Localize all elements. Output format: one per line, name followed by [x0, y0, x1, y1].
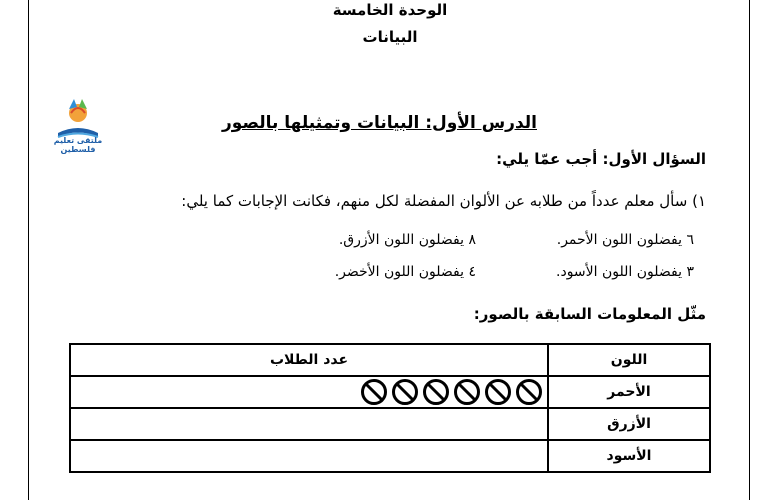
page-border-right: [749, 0, 750, 500]
circle-slash-icon: [391, 378, 419, 406]
unit-title: الوحدة الخامسة: [332, 1, 448, 19]
table-row: [70, 376, 710, 408]
circle-slash-icon: [515, 378, 543, 406]
row-color-label: الأحمر: [548, 376, 710, 408]
instruction-text: مثّل المعلومات السابقة بالصور:: [473, 305, 706, 323]
response-blue: ٨ يفضلون اللون الأزرق.: [338, 232, 476, 248]
page-border-left: [28, 0, 29, 500]
row-color-label: الأزرق: [548, 408, 710, 440]
row-pictures[interactable]: [70, 376, 548, 408]
table-row: [70, 408, 710, 440]
circle-slash-icon: [453, 378, 481, 406]
row-pictures[interactable]: [70, 408, 548, 440]
circle-slash-icon: [484, 378, 512, 406]
circle-slash-icon: [422, 378, 450, 406]
pictograph-table: [69, 343, 711, 473]
row-pictures[interactable]: [70, 440, 548, 472]
header-color: اللون: [548, 344, 710, 376]
response-green: ٤ يفضلون اللون الأخضر.: [334, 264, 476, 280]
header-count: عدد الطلاب: [70, 344, 548, 376]
circle-slash-icon: [360, 378, 388, 406]
topic-title: البيانات: [362, 28, 418, 46]
lesson-title: الدرس الأول: البيانات وتمثيلها بالصور: [222, 113, 537, 133]
table-row: [70, 440, 710, 472]
response-red: ٦ يفضلون اللون الأحمر.: [556, 232, 694, 248]
response-black: ٣ يفضلون اللون الأسود.: [556, 264, 694, 280]
question-item-text: ١) سأل معلم عدداً من طلابه عن الألوان المفضلة لكل منهم، فكانت الإجابات كما يلي:: [181, 192, 706, 210]
question-heading: السؤال الأول: أجب عمّا يلي:: [496, 150, 706, 168]
row-color-label: الأسود: [548, 440, 710, 472]
logo-caption: ملتقى تعليم فلسطين: [53, 136, 103, 154]
table-header-row: [70, 344, 710, 376]
